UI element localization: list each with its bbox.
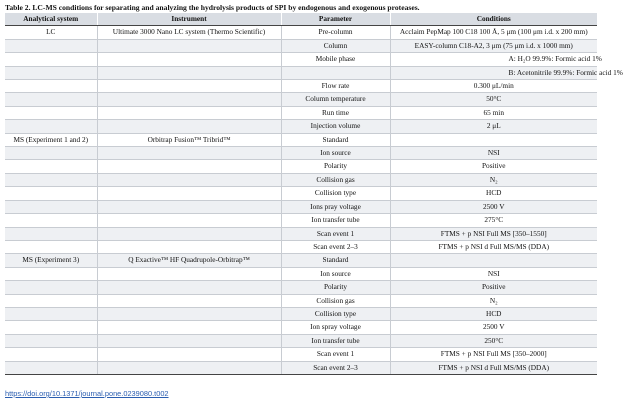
cell-analytical-system bbox=[5, 307, 97, 320]
cell-conditions: 0.300 μL/min bbox=[390, 80, 597, 93]
cell-parameter bbox=[281, 66, 390, 79]
cell-analytical-system bbox=[5, 348, 97, 361]
cell-conditions: 275°C bbox=[390, 214, 597, 227]
cell-conditions: HCD bbox=[390, 307, 597, 320]
header-parameter: Parameter bbox=[281, 13, 390, 26]
cell-parameter: Run time bbox=[281, 106, 390, 119]
cell-parameter: Column temperature bbox=[281, 93, 390, 106]
cell-instrument: Q Exactive™ HF Quadrupole-Orbitrap™ bbox=[97, 254, 281, 267]
header-conditions: Conditions bbox=[390, 13, 597, 26]
cell-parameter: Ion spray voltage bbox=[281, 321, 390, 334]
cell-parameter: Polarity bbox=[281, 281, 390, 294]
cell-conditions: N₂ bbox=[390, 294, 597, 307]
cell-instrument bbox=[97, 39, 281, 52]
cell-analytical-system: MS (Experiment 1 and 2) bbox=[5, 133, 97, 146]
cell-parameter: Standard bbox=[281, 133, 390, 146]
cell-analytical-system bbox=[5, 281, 97, 294]
cell-analytical-system bbox=[5, 267, 97, 280]
cell-analytical-system bbox=[5, 147, 97, 160]
cell-conditions: FTMS + p NSI Full MS [350–1550] bbox=[390, 227, 597, 240]
cell-conditions bbox=[390, 133, 597, 146]
cell-analytical-system bbox=[5, 200, 97, 213]
cell-conditions: FTMS + p NSI d Full MS/MS (DDA) bbox=[390, 361, 597, 374]
cell-parameter: Collision type bbox=[281, 187, 390, 200]
header-analytical-system: Analytical system bbox=[5, 13, 97, 26]
cell-conditions: Acclaim PepMap 100 C18 100 Å, 5 μm (100 μm i.d. x 200 mm) bbox=[390, 26, 597, 39]
cell-analytical-system bbox=[5, 53, 97, 66]
cell-instrument bbox=[97, 106, 281, 119]
table-row bbox=[5, 200, 597, 213]
cell-instrument bbox=[97, 281, 281, 294]
cell-analytical-system bbox=[5, 120, 97, 133]
cell-parameter: Column bbox=[281, 39, 390, 52]
table-row bbox=[5, 106, 597, 119]
cell-parameter: Injection volume bbox=[281, 120, 390, 133]
table-row bbox=[5, 133, 597, 146]
table-row bbox=[5, 80, 597, 93]
cell-instrument bbox=[97, 187, 281, 200]
table-row bbox=[5, 26, 597, 39]
cell-conditions: FTMS + p NSI Full MS [350–2000] bbox=[390, 348, 597, 361]
cell-instrument bbox=[97, 93, 281, 106]
cell-parameter: Ions pray voltage bbox=[281, 200, 390, 213]
cell-instrument bbox=[97, 160, 281, 173]
cell-instrument bbox=[97, 66, 281, 79]
table-row bbox=[5, 120, 597, 133]
cell-conditions: 2 μL bbox=[390, 120, 597, 133]
cell-parameter: Ion transfer tube bbox=[281, 334, 390, 347]
table-row bbox=[5, 307, 597, 320]
cell-instrument bbox=[97, 227, 281, 240]
cell-conditions: N₂ bbox=[390, 173, 597, 186]
table-row bbox=[5, 267, 597, 280]
cell-conditions: NSI bbox=[390, 147, 597, 160]
cell-parameter: Scan event 2–3 bbox=[281, 240, 390, 253]
cell-conditions: 50°C bbox=[390, 93, 597, 106]
cell-conditions: Positive bbox=[390, 281, 597, 294]
cell-parameter: Ion source bbox=[281, 147, 390, 160]
cell-instrument bbox=[97, 361, 281, 374]
cell-analytical-system bbox=[5, 334, 97, 347]
header-instrument: Instrument bbox=[97, 13, 281, 26]
cell-instrument bbox=[97, 147, 281, 160]
table-row bbox=[5, 321, 597, 334]
cell-instrument bbox=[97, 321, 281, 334]
table-row bbox=[5, 39, 597, 52]
table-row bbox=[5, 53, 597, 66]
cell-analytical-system bbox=[5, 93, 97, 106]
cell-instrument: Orbitrap Fusion™ Tribrid™ bbox=[97, 133, 281, 146]
cell-analytical-system bbox=[5, 187, 97, 200]
cell-analytical-system bbox=[5, 39, 97, 52]
table-row bbox=[5, 348, 597, 361]
cell-analytical-system bbox=[5, 106, 97, 119]
table-row bbox=[5, 93, 597, 106]
cell-instrument bbox=[97, 307, 281, 320]
cell-analytical-system bbox=[5, 214, 97, 227]
cell-conditions: 250°C bbox=[390, 334, 597, 347]
table-row bbox=[5, 240, 597, 253]
table-row bbox=[5, 294, 597, 307]
cell-instrument bbox=[97, 120, 281, 133]
cell-instrument bbox=[97, 294, 281, 307]
cell-instrument bbox=[97, 267, 281, 280]
cell-analytical-system bbox=[5, 160, 97, 173]
table-body bbox=[5, 26, 623, 375]
cell-analytical-system bbox=[5, 173, 97, 186]
cell-instrument bbox=[97, 348, 281, 361]
cell-analytical-system bbox=[5, 80, 97, 93]
cell-analytical-system bbox=[5, 321, 97, 334]
cell-parameter: Collision type bbox=[281, 307, 390, 320]
cell-conditions: 2500 V bbox=[390, 200, 597, 213]
cell-parameter: Collision gas bbox=[281, 294, 390, 307]
table-row bbox=[5, 254, 597, 267]
cell-analytical-system bbox=[5, 361, 97, 374]
cell-parameter: Flow rate bbox=[281, 80, 390, 93]
cell-conditions: FTMS + p NSI d Full MS/MS (DDA) bbox=[390, 240, 597, 253]
table-row bbox=[5, 173, 597, 186]
table-row bbox=[5, 147, 597, 160]
cell-analytical-system bbox=[5, 294, 97, 307]
table-row bbox=[5, 361, 597, 374]
cell-instrument: Ultimate 3000 Nano LC system (Thermo Scientific) bbox=[97, 26, 281, 39]
cell-analytical-system bbox=[5, 227, 97, 240]
cell-conditions bbox=[390, 254, 597, 267]
cell-instrument bbox=[97, 173, 281, 186]
cell-conditions: A: H₂O 99.9%: Formic acid 1% bbox=[390, 53, 597, 66]
table-header-row bbox=[5, 13, 597, 26]
cell-conditions: 65 min bbox=[390, 106, 597, 119]
cell-parameter: Scan event 1 bbox=[281, 227, 390, 240]
cell-parameter: Ion transfer tube bbox=[281, 214, 390, 227]
cell-parameter: Pre-column bbox=[281, 26, 390, 39]
cell-parameter: Ion source bbox=[281, 267, 390, 280]
cell-parameter: Scan event 1 bbox=[281, 348, 390, 361]
table-row bbox=[5, 227, 597, 240]
cell-parameter: Polarity bbox=[281, 160, 390, 173]
cell-parameter: Scan event 2–3 bbox=[281, 361, 390, 374]
table-row bbox=[5, 281, 597, 294]
table-caption: Table 2. LC-MS conditions for separating and analyzing the hydrolysis products of SPI by endogenous and exogenous proteases. bbox=[5, 3, 420, 12]
cell-parameter: Mobile phase bbox=[281, 53, 390, 66]
cell-analytical-system: LC bbox=[5, 26, 97, 39]
cell-conditions: EASY-column C18-A2, 3 μm (75 μm i.d. x 1000 mm) bbox=[390, 39, 597, 52]
cell-conditions: B: Acetonitrile 99.9%: Formic acid 1% bbox=[390, 66, 597, 79]
table-row bbox=[5, 214, 597, 227]
cell-analytical-system: MS (Experiment 3) bbox=[5, 254, 97, 267]
cell-conditions: NSI bbox=[390, 267, 597, 280]
cell-instrument bbox=[97, 53, 281, 66]
cell-instrument bbox=[97, 334, 281, 347]
cell-parameter: Collision gas bbox=[281, 173, 390, 186]
cell-analytical-system bbox=[5, 240, 97, 253]
table-row bbox=[5, 187, 597, 200]
cell-parameter: Standard bbox=[281, 254, 390, 267]
table-row bbox=[5, 334, 597, 347]
cell-analytical-system bbox=[5, 66, 97, 79]
cell-instrument bbox=[97, 240, 281, 253]
table-row bbox=[5, 160, 597, 173]
cell-instrument bbox=[97, 80, 281, 93]
doi-link[interactable]: https://doi.org/10.1371/journal.pone.0239080.t002 bbox=[5, 389, 169, 398]
cell-conditions: HCD bbox=[390, 187, 597, 200]
conditions-table bbox=[5, 13, 623, 375]
cell-instrument bbox=[97, 214, 281, 227]
cell-conditions: 2500 V bbox=[390, 321, 597, 334]
cell-conditions: Positive bbox=[390, 160, 597, 173]
cell-instrument bbox=[97, 200, 281, 213]
table-row bbox=[5, 66, 597, 79]
